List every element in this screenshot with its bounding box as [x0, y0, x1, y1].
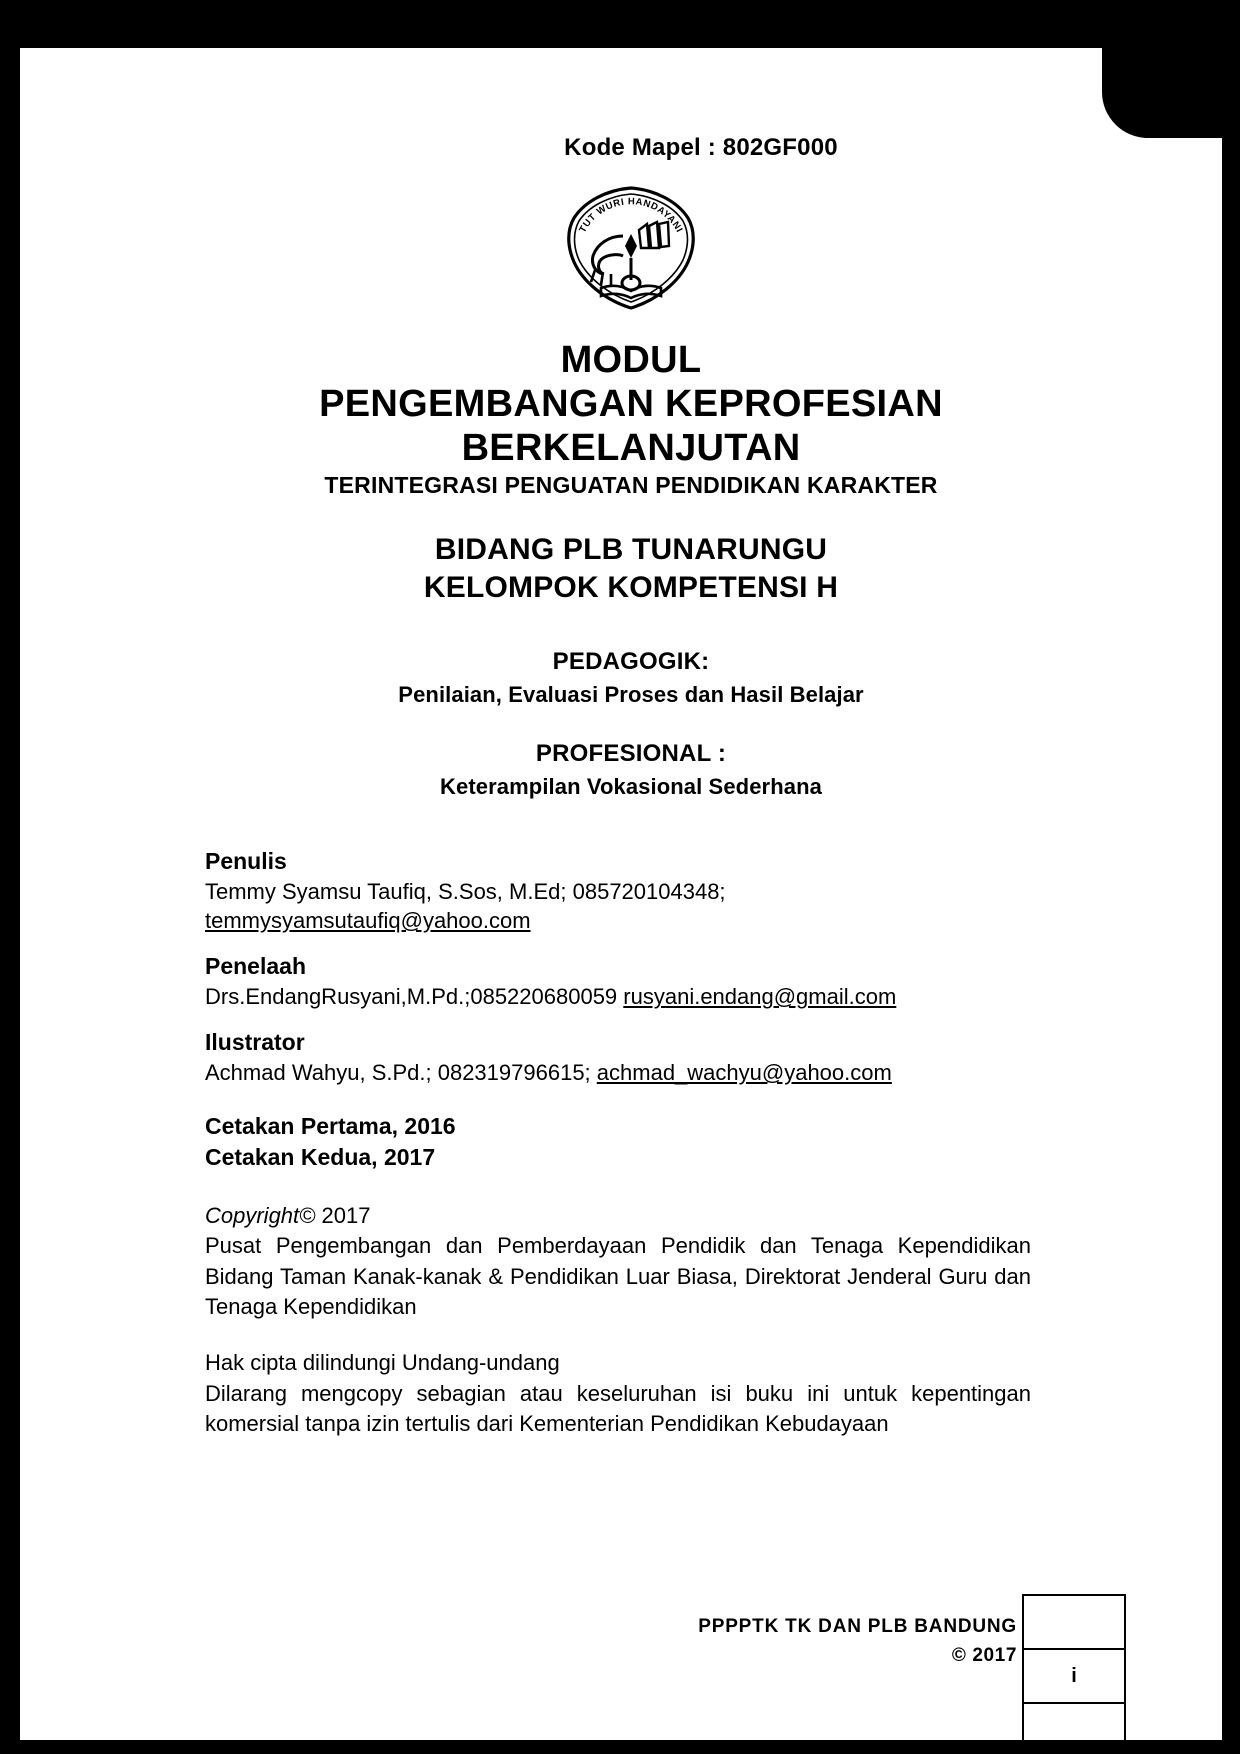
copyright-block: [205, 1201, 1031, 1322]
kode-mapel: Kode Mapel : 802GF000: [564, 134, 838, 161]
scan-border-right: [1222, 0, 1240, 1754]
copyright-notice-block: [205, 1348, 1031, 1439]
competency-block: [205, 648, 1037, 800]
credit-detail-penulis: Temmy Syamsu Taufiq, S.Sos, M.Ed; 085720104348;: [205, 879, 726, 905]
title-kelompok-kompetensi: KELOMPOK KOMPETENSI H: [423, 570, 839, 604]
svg-text:TUT WURI HANDAYANI: TUT WURI HANDAYANI: [577, 196, 685, 235]
printing-block: [205, 1111, 1031, 1173]
page-content: [20, 48, 1222, 1740]
printing-second: Cetakan Kedua, 2017: [205, 1144, 436, 1171]
copyright-notice-line1: Hak cipta dilindungi Undang-undang: [205, 1350, 560, 1376]
credit-role-penelaah: Penelaah: [205, 953, 306, 980]
emblem-container: [205, 184, 1037, 312]
competency-spacer: [225, 708, 1037, 740]
competency-pedagogik-head: PEDAGOGIK:: [552, 648, 710, 676]
title-bidang: BIDANG PLB TUNARUNGU: [434, 533, 828, 567]
printing-first: Cetakan Pertama, 2016: [205, 1113, 456, 1140]
title-block: [205, 338, 1037, 606]
copyright-mark-line: [205, 1201, 1031, 1231]
page-number: i: [1024, 1648, 1124, 1704]
title-modul: MODUL: [560, 339, 702, 381]
credit-email-penelaah[interactable]: rusyani.endang@gmail.com: [623, 984, 897, 1010]
title-pengembangan: PENGEMBANGAN KEPROFESIAN: [319, 383, 943, 426]
copyright-mark: Copyright©: [205, 1202, 316, 1228]
competency-profesional-sub: Keterampilan Vokasional Sederhana: [440, 774, 822, 800]
copyright-notice-line2: Dilarang mengcopy sebagian atau keseluruhan isi buku ini untuk kepentingan komersial tanpa izin tertulis dari Kementerian Pendidikan Kebudayaan: [205, 1380, 1031, 1437]
footer-copyright: © 2017: [951, 1644, 1017, 1666]
credit-detail-ilustrator-text: Achmad Wahyu, S.Pd.; 082319796615;: [205, 1060, 597, 1086]
credit-detail-ilustrator: [205, 1058, 1031, 1087]
page-number-box: [1022, 1594, 1126, 1754]
title-ppk-subtitle: TERINTEGRASI PENGUATAN PENDIDIKAN KARAKTER: [324, 472, 938, 499]
credits-block: [205, 848, 1037, 1439]
credit-role-penulis: Penulis: [205, 848, 287, 875]
title-berkelanjutan: BERKELANJUTAN: [461, 427, 801, 470]
footer-institution: PPPPTK TK DAN PLB BANDUNG: [698, 1616, 1017, 1637]
tut-wuri-handayani-icon: [561, 184, 701, 312]
page-footer: [20, 1580, 1222, 1740]
competency-pedagogik-sub: Penilaian, Evaluasi Proses dan Hasil Belajar: [398, 682, 864, 708]
competency-profesional-head: PROFESIONAL :: [535, 740, 727, 768]
credit-detail-penelaah: [205, 982, 1031, 1011]
scan-border-top: [0, 0, 1240, 48]
scan-border-left: [0, 0, 20, 1754]
copyright-year: 2017: [315, 1202, 371, 1228]
credit-email-ilustrator[interactable]: achmad_wachyu@yahoo.com: [596, 1060, 892, 1086]
credit-role-ilustrator: Ilustrator: [205, 1029, 305, 1056]
footer-institution-block: [698, 1613, 1017, 1670]
credit-detail-penelaah-text: Drs.EndangRusyani,M.Pd.;085220680059: [205, 984, 624, 1010]
credit-email-penulis[interactable]: temmysyamsutaufiq@yahoo.com: [205, 908, 531, 934]
copyright-publisher: Pusat Pengembangan dan Pemberdayaan Pendidik dan Tenaga Kependidikan Bidang Taman Kanak-kanak & Pendidikan Luar Biasa, Direktorat Jenderal Guru dan Tenaga Kependidikan: [205, 1233, 1031, 1320]
